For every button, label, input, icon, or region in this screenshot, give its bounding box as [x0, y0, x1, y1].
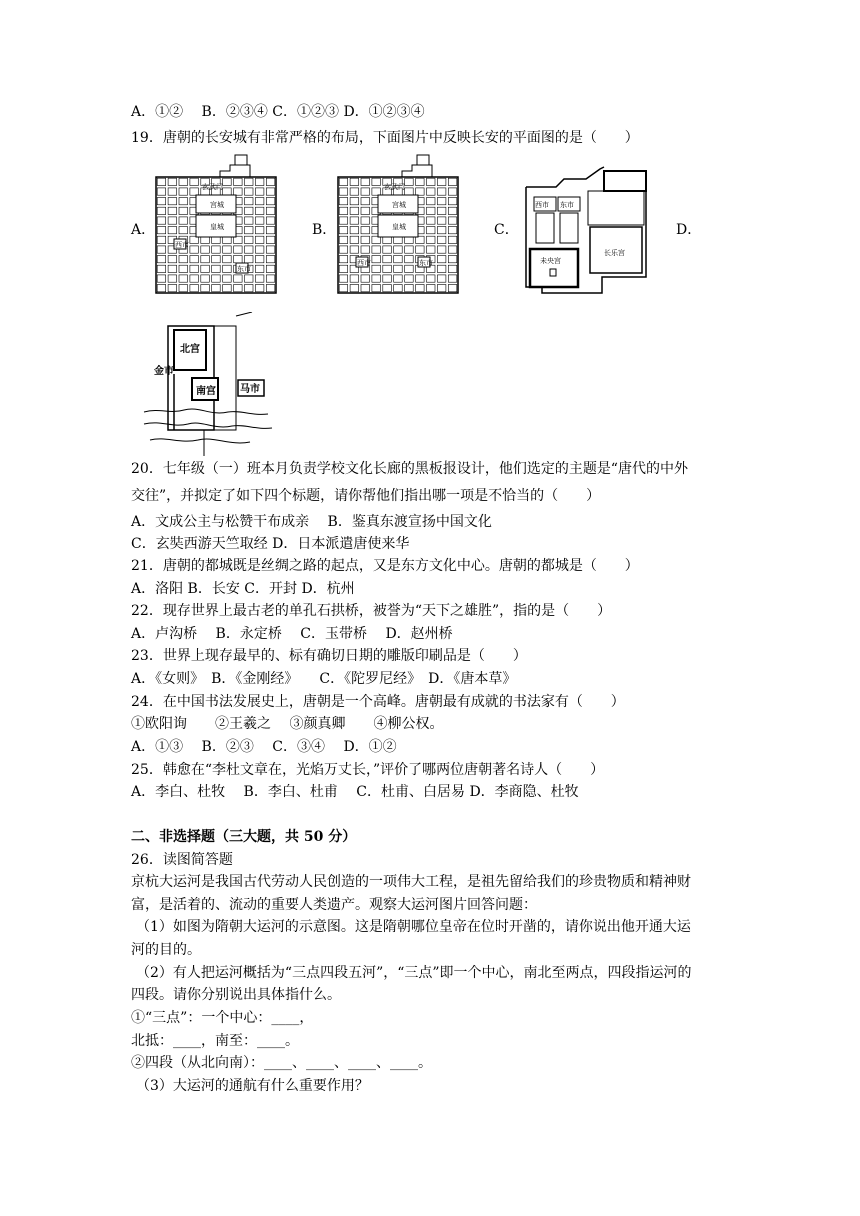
city-ward-block — [255, 217, 264, 224]
city-ward-block — [394, 246, 403, 253]
q20-stem-1: 20．七年级（一）班本月负责学校文化长廊的黑板报设计，他们选定的主题是“唐代的中外 — [131, 461, 688, 477]
city-ward-block — [168, 178, 177, 185]
city-ward-block — [212, 275, 221, 282]
city-ward-block — [427, 285, 436, 292]
city-ward-block — [339, 217, 348, 224]
city-ward-block — [383, 275, 392, 282]
city-ward-block — [201, 275, 210, 282]
city-ward-block — [350, 246, 359, 253]
city-ward-block — [157, 207, 166, 214]
city-ward-block — [223, 256, 232, 263]
city-ward-block — [266, 207, 275, 214]
city-ward-block — [372, 265, 381, 272]
city-ward-block — [255, 178, 264, 185]
city-ward-block — [190, 256, 199, 263]
city-ward-block — [223, 265, 232, 272]
city-ward-block — [266, 178, 275, 185]
city-ward-block — [448, 236, 457, 243]
city-ward-block — [190, 275, 199, 282]
city-ward-block — [339, 198, 348, 205]
q24-options: A．①③ B．②③ C．③④ D．①② — [131, 739, 397, 755]
q19-option-a-label: A． — [131, 222, 156, 238]
city-ward-block — [437, 285, 446, 292]
city-ward-block — [223, 285, 232, 292]
city-ward-block — [234, 256, 243, 263]
city-ward-block — [245, 217, 254, 224]
city-ward-block — [448, 178, 457, 185]
city-ward-block — [448, 275, 457, 282]
q24-stem: 24．在中国书法发展史上，唐朝是一个高峰。唐朝最有成就的书法家有（ ） — [131, 694, 625, 710]
q26-intro-1: 京杭大运河是我国古代劳动人民创造的一项伟大工程，是祖先留给我们的珍贵物质和精神财 — [131, 874, 691, 890]
city-ward-block — [394, 256, 403, 263]
city-ward-block — [255, 207, 264, 214]
city-ward-block — [437, 227, 446, 234]
section-two-heading: 二、非选择题（三大题，共 50 分） — [131, 829, 357, 845]
city-ward-block — [427, 236, 436, 243]
city-ward-block — [339, 265, 348, 272]
fig-d-beigong-label: 北宫 — [180, 344, 200, 355]
city-ward-block — [361, 246, 370, 253]
city-ward-block — [350, 275, 359, 282]
q26-part2-1: （2）有人把运河概括为“三点四段五河”，“三点”即一个中心，南北至两点，四段指运河的 — [136, 965, 692, 981]
city-ward-block — [157, 265, 166, 272]
city-ward-block — [339, 178, 348, 185]
q26-part3: （3）大运河的通航有什么重要作用？ — [136, 1078, 369, 1094]
city-ward-block — [448, 265, 457, 272]
city-ward-block — [437, 207, 446, 214]
city-ward-block — [437, 236, 446, 243]
city-ward-block — [448, 207, 457, 214]
q24-items: ①欧阳询 ②王羲之 ③颜真卿 ④柳公权。 — [131, 716, 444, 732]
fig-c-weiyang-label: 未央宫 — [540, 257, 561, 265]
city-ward-block — [179, 265, 188, 272]
city-ward-block — [394, 265, 403, 272]
city-ward-block — [350, 227, 359, 234]
city-ward-block — [245, 227, 254, 234]
city-ward-block — [339, 227, 348, 234]
figure-a-changan-plan — [150, 153, 282, 301]
city-ward-block — [266, 256, 275, 263]
city-ward-block — [448, 217, 457, 224]
city-ward-block — [339, 236, 348, 243]
city-ward-block — [245, 246, 254, 253]
city-ward-block — [168, 275, 177, 282]
city-ward-block — [427, 227, 436, 234]
fig-a-palace-label: 宫城 — [210, 201, 224, 209]
city-ward-block — [266, 227, 275, 234]
city-ward-block — [157, 275, 166, 282]
q23-options: A．《女则》 B．《金刚经》 C．《陀罗尼经》 D．《唐本草》 — [131, 671, 517, 687]
city-ward-block — [168, 207, 177, 214]
city-ward-block — [437, 246, 446, 253]
q25-options: A．李白、杜牧 B．李白、杜甫 C．杜甫、白居易 D．李商隐、杜牧 — [131, 784, 579, 800]
city-ward-block — [168, 285, 177, 292]
city-ward-block — [394, 285, 403, 292]
city-ward-block — [448, 188, 457, 195]
city-ward-block — [427, 188, 436, 195]
city-ward-block — [266, 198, 275, 205]
q19-option-b-label: B． — [312, 222, 337, 238]
fig-c-dongshi-label: 东市 — [560, 201, 574, 209]
city-ward-block — [255, 188, 264, 195]
q18-options: A．①② B．②③④ C．①②③ D．①②③④ — [131, 104, 425, 120]
city-ward-block — [179, 207, 188, 214]
city-ward-block — [394, 275, 403, 282]
city-ward-block — [350, 207, 359, 214]
q19-option-c-label: C． — [494, 222, 519, 238]
city-ward-block — [372, 178, 381, 185]
q20-options-2: C．玄奘西游天竺取经 D．日本派遣唐使来华 — [131, 536, 410, 552]
q20-options-1: A．文成公主与松赞干布成亲 B．鉴真东渡宣扬中国文化 — [131, 514, 492, 530]
city-ward-block — [437, 188, 446, 195]
city-ward-block — [372, 275, 381, 282]
city-ward-block — [372, 188, 381, 195]
city-ward-block — [168, 198, 177, 205]
city-ward-block — [361, 285, 370, 292]
city-ward-block — [405, 265, 414, 272]
city-ward-block — [255, 265, 264, 272]
city-ward-block — [201, 285, 210, 292]
city-ward-block — [339, 207, 348, 214]
city-ward-block — [339, 188, 348, 195]
city-ward-block — [157, 198, 166, 205]
city-ward-block — [361, 188, 370, 195]
city-ward-block — [372, 256, 381, 263]
q23-stem: 23．世界上现存最早的、标有确切日期的雕版印刷品是（ ） — [131, 648, 527, 664]
city-ward-block — [212, 256, 221, 263]
city-ward-block — [361, 178, 370, 185]
city-ward-block — [168, 217, 177, 224]
city-ward-block — [190, 246, 199, 253]
city-ward-block — [448, 198, 457, 205]
fig-d-mashi-label: 马市 — [240, 384, 260, 395]
fig-d-jinshi-label: 金市 — [154, 366, 174, 377]
fig-a-imperial-label: 皇城 — [210, 223, 224, 231]
city-ward-block — [361, 275, 370, 282]
city-ward-block — [234, 188, 243, 195]
city-ward-block — [179, 285, 188, 292]
city-ward-block — [427, 217, 436, 224]
city-ward-block — [179, 217, 188, 224]
q26-part1-1: （1）如图为隋朝大运河的示意图。这是隋朝哪位皇帝在位时开凿的，请你说出他开通大运 — [136, 919, 691, 935]
city-ward-block — [383, 246, 392, 253]
city-ward-block — [223, 178, 232, 185]
city-ward-block — [157, 236, 166, 243]
city-ward-block — [266, 217, 275, 224]
palace-extension — [402, 165, 432, 177]
city-ward-block — [416, 285, 425, 292]
city-ward-block — [427, 178, 436, 185]
city-ward-block — [339, 256, 348, 263]
palace-extension — [220, 165, 250, 177]
city-ward-block — [405, 256, 414, 263]
city-ward-block — [190, 285, 199, 292]
q26-four-sections: ②四段（从北向南）：____、____、____、____。 — [131, 1055, 432, 1071]
city-ward-block — [437, 217, 446, 224]
city-ward-block — [168, 265, 177, 272]
figure-d-luoyang-plan — [140, 312, 280, 458]
q22-options: A．卢沟桥 B．永定桥 C．玉带桥 D．赵州桥 — [131, 626, 453, 642]
fig-d-nangong-label: 南宫 — [196, 386, 216, 397]
city-ward-block — [255, 275, 264, 282]
city-ward-block — [339, 275, 348, 282]
city-ward-block — [416, 275, 425, 282]
city-ward-block — [157, 217, 166, 224]
city-ward-block — [157, 256, 166, 263]
city-ward-block — [361, 207, 370, 214]
city-ward-block — [168, 227, 177, 234]
city-ward-block — [157, 246, 166, 253]
q20-stem-2: 交往”，并拟定了如下四个标题，请你帮他们指出哪一项是不恰当的（ ） — [131, 488, 601, 504]
q26-part1-2: 河的目的。 — [131, 942, 201, 958]
city-ward-block — [179, 188, 188, 195]
city-ward-block — [383, 256, 392, 263]
city-ward-block — [416, 246, 425, 253]
city-ward-block — [255, 246, 264, 253]
city-ward-block — [266, 188, 275, 195]
q22-stem: 22．现存世界上最古老的单孔石拱桥，被誉为“天下之雄胜”，指的是（ ） — [131, 603, 612, 619]
fig-a-east-market: 东市 — [237, 265, 251, 273]
fig-b-imperial-label: 皇城 — [392, 223, 406, 231]
q19-option-d-label: D． — [676, 222, 702, 238]
city-ward-block — [201, 265, 210, 272]
city-ward-block — [339, 246, 348, 253]
q25-stem: 25．韩愈在“李杜文章在，光焰万丈长，”评价了哪两位唐朝著名诗人（ ） — [131, 762, 605, 778]
q26-intro-2: 富，是活着的、流动的重要人类遗产。观察大运河图片回答问题： — [131, 897, 537, 913]
city-ward-block — [437, 256, 446, 263]
city-ward-block — [448, 256, 457, 263]
city-ward-block — [361, 217, 370, 224]
fig-b-gate-label: 玄武门 — [384, 183, 405, 191]
city-ward-block — [405, 275, 414, 282]
city-ward-block — [168, 188, 177, 195]
city-ward-block — [266, 236, 275, 243]
city-ward-block — [157, 227, 166, 234]
figure-c-han-changan-plan — [522, 165, 650, 297]
city-ward-block — [372, 246, 381, 253]
city-ward-block — [383, 265, 392, 272]
city-ward-block — [448, 246, 457, 253]
city-ward-block — [437, 198, 446, 205]
city-ward-block — [266, 275, 275, 282]
city-ward-block — [255, 256, 264, 263]
city-ward-block — [350, 188, 359, 195]
q26-title: 26．读图简答题 — [131, 852, 233, 868]
fig-a-gate-label: 玄武门 — [202, 183, 223, 191]
city-ward-block — [255, 285, 264, 292]
city-ward-block — [339, 285, 348, 292]
city-ward-block — [245, 236, 254, 243]
city-ward-block — [427, 275, 436, 282]
city-ward-block — [266, 265, 275, 272]
city-ward-block — [448, 285, 457, 292]
city-ward-block — [405, 246, 414, 253]
city-ward-block — [212, 246, 221, 253]
city-ward-block — [234, 246, 243, 253]
city-ward-block — [245, 178, 254, 185]
city-ward-block — [383, 285, 392, 292]
q21-stem: 21．唐朝的都城既是丝绸之路的起点，又是东方文化中心。唐朝的都城是（ ） — [131, 558, 639, 574]
city-ward-block — [448, 227, 457, 234]
fig-c-changle-label: 长乐宫 — [604, 249, 625, 257]
city-ward-block — [361, 227, 370, 234]
city-ward-block — [190, 265, 199, 272]
city-ward-block — [361, 198, 370, 205]
city-ward-block — [201, 246, 210, 253]
city-ward-block — [245, 256, 254, 263]
city-ward-block — [350, 236, 359, 243]
q26-part2-2: 四段。请你分别说出具体指什么。 — [131, 987, 341, 1003]
city-ward-block — [212, 265, 221, 272]
city-ward-block — [212, 285, 221, 292]
fig-c-xishi-label: 西市 — [535, 201, 549, 209]
city-ward-block — [190, 188, 199, 195]
city-ward-block — [157, 188, 166, 195]
city-ward-block — [245, 198, 254, 205]
city-ward-block — [179, 198, 188, 205]
q19-stem: 19．唐朝的长安城有非常严格的布局，下面图片中反映长安的平面图的是（ ） — [131, 130, 639, 146]
city-ward-block — [427, 207, 436, 214]
city-ward-block — [266, 285, 275, 292]
city-ward-block — [157, 285, 166, 292]
q26-three-points: ①“三点”：一个中心：____， — [131, 1010, 314, 1026]
city-ward-block — [372, 285, 381, 292]
city-ward-block — [405, 178, 414, 185]
city-ward-block — [427, 198, 436, 205]
fig-b-west-market: 西市 — [357, 259, 371, 267]
city-ward-block — [223, 246, 232, 253]
city-ward-block — [179, 256, 188, 263]
fig-a-west-market: 西市 — [175, 241, 189, 249]
city-ward-block — [168, 256, 177, 263]
city-ward-block — [245, 207, 254, 214]
city-ward-block — [361, 236, 370, 243]
city-ward-block — [245, 285, 254, 292]
city-ward-block — [190, 178, 199, 185]
city-ward-block — [179, 227, 188, 234]
city-ward-block — [179, 178, 188, 185]
fig-b-palace-label: 宫城 — [392, 201, 406, 209]
city-ward-block — [437, 275, 446, 282]
city-ward-block — [201, 256, 210, 263]
fig-b-east-market: 东市 — [419, 259, 433, 267]
city-ward-block — [255, 198, 264, 205]
city-ward-block — [427, 246, 436, 253]
city-ward-block — [255, 227, 264, 234]
city-ward-block — [234, 178, 243, 185]
city-ward-block — [405, 285, 414, 292]
city-ward-block — [437, 178, 446, 185]
city-ward-block — [245, 188, 254, 195]
city-ward-block — [266, 246, 275, 253]
city-ward-block — [234, 285, 243, 292]
city-ward-block — [416, 178, 425, 185]
city-ward-block — [234, 275, 243, 282]
city-ward-block — [405, 188, 414, 195]
city-ward-block — [223, 188, 232, 195]
city-ward-block — [350, 217, 359, 224]
city-ward-block — [437, 265, 446, 272]
city-ward-block — [245, 275, 254, 282]
figure-b-changan-plan — [332, 153, 464, 301]
city-ward-block — [350, 178, 359, 185]
city-ward-block — [223, 275, 232, 282]
city-ward-block — [255, 236, 264, 243]
city-ward-block — [157, 178, 166, 185]
city-ward-block — [416, 188, 425, 195]
q21-options: A．洛阳 B．长安 C．开封 D．杭州 — [131, 581, 355, 597]
q26-north-south: 北抵：____，南至：____。 — [131, 1033, 299, 1049]
city-ward-block — [179, 275, 188, 282]
city-ward-block — [350, 285, 359, 292]
city-ward-block — [350, 198, 359, 205]
